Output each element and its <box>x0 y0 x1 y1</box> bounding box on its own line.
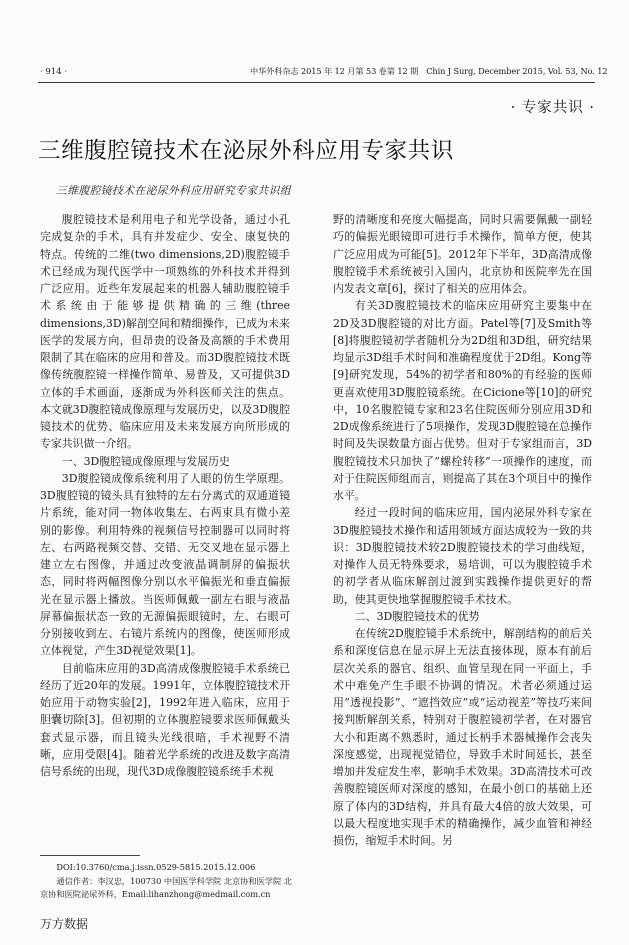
footnote <box>40 861 298 902</box>
column-tag: · 专家共识 · <box>510 100 595 116</box>
paragraph: 有关3D腹腔镜技术的临床应用研究主要集中在2D及3D腹腔镜的对比方面。Patel等[7]及Smith等[8]将腹腔镜初学者随机分为2D组和3D组，研究结果均显示3D组手术时间和准确程度优于2D组。Kong等[9]研究发现，54%的初学者和80%的有经验的医师更喜欢使用3D腹腔镜系统。在Cicione等[10]的研究中，10名腹腔镜专家和23名住院医师分别应用3D和2D成像系统进行了5项操作，发现3D腹腔镜在总操作时间及失误数量方面占优势。但对于专家组而言，3D腹腔镜技术只加快了“螺栓转移”一项操作的速度，而对于住院医师组而言，则提高了其在3个项目中的操作水平。 <box>333 299 592 502</box>
body-right-column <box>333 211 592 849</box>
doi: DOI:10.3760/cma.j.issn.0529-5815.2015.12.006 <box>56 862 256 872</box>
paragraph: 3D腹腔镜成像系统利用了人眼的仿生学原理。3D腹腔镜的镜头具有独特的左右分离式的双通道镜片系统，能对同一物体收集左、右两束具有微小差别的影像。利用特殊的视频信号控制器可以同时将左、右两路视频交替、交错、无交叉地在显示器上建立左右图像，并通过改变液晶调制屏的偏振状态，同时将两幅图像分别以水平偏振光和垂直偏振光在显示器上播放。当医师佩戴一副左右眼与液晶屏幕偏振状态一致的无源偏振眼镜时，左、右眼可分别接收到左、右镜片系统内的图像，使医师形成立体视觉，产生3D视觉效果[1]。 <box>40 471 290 658</box>
paragraph: 腹腔镜技术是利用电子和光学设备，通过小孔完成复杂的手术，具有并发症少、安全、康复快的特点。传统的二维(two dimensions,2D)腹腔镜手术已经成为现代医学中一项熟练的外科技术并得到广泛应用。近些年发展起来的机器人辅助腹腔镜手术系统由于能够提供精确的三维(three dimensions,3D)解剖空间和精细操作，已成为未来医学的发展方向，但昂贵的设备及高额的手术费用限制了其在临床的应用和普及。而3D腹腔镜技术既像传统腹腔镜一样操作简单、易普及，又可提供3D立体的手术画面，逐渐成为外科医师关注的焦点。本文就3D腹腔镜成像原理与发展历史，以及3D腹腔镜技术的优势、临床应用及未来发展方向所形成的专家共识做一介绍。 <box>40 213 290 451</box>
body-left-column <box>40 211 290 780</box>
paragraph: 目前临床应用的3D高清成像腹腔镜手术系统已经历了近20年的发展。1991年，立体腹腔镜技术开始应用于动物实验[2]，1992年进入临床，应用于胆囊切除[3]。但初期的立体腹腔镜要求医师佩戴头套式显示器，而且镜头光线很暗，手术视野不清晰，应用受限[4]。随着光学系统的改进及数字高清信号系统的出现，现代3D成像腹腔镜系统手术视 <box>40 661 290 778</box>
article-author: 三维腹腔镜技术在泌尿外科应用研究专家共识组 <box>56 184 292 197</box>
section-heading: 一、3D腹腔镜成像原理与发展历史 <box>61 454 230 468</box>
section-heading: 二、3D腹腔镜技术的优势 <box>354 609 480 623</box>
article-title: 三维腹腔镜技术在泌尿外科应用专家共识 <box>38 138 454 164</box>
journal-header: 中华外科杂志 2015 年 12 月第 53 卷第 12 期 Chin J Surg, December 2015, Vol. 53, No. 12 <box>250 66 608 76</box>
footnote-rule <box>40 855 140 856</box>
paragraph: 在传统2D腹腔镜手术系统中，解剖结构的前后关系和深度信息在显示屏上无法直接体现，原本有前后层次关系的器官、组织、血管呈现在同一平面上，手术中难免产生手眼不协调的情况。术者必须通过运用“透视投影”、“遮挡效应”或“运动视差”等技巧来间接判断解剖关系，特别对于腹腔镜初学者，在对器官大小和距离不熟悉时，通过长柄手术器械操作会丧失深度感觉，出现视觉错位，导致手术时间延长，甚至增加并发症发生率，影响手术效果。3D高清技术可改善腹腔镜医师对深度的感知，在最小创口的基础上还原了体内的3D结构，并具有最大4倍的放大效果，可以最大程度地实现手术的精确操作，减少血管和神经损伤，缩短手术时间。另 <box>333 627 592 847</box>
page-number: · 914 · <box>40 67 68 77</box>
header-rule <box>38 82 595 83</box>
paragraph: 经过一段时间的临床应用，国内泌尿外科专家在3D腹腔镜技术操作和适用领域方面达成较为一致的共识：3D腹腔镜技术较2D腹腔镜技术的学习曲线短，对操作人员无特殊要求，易培训，可以为腹腔镜手术的初学者从临床解剖过渡到实践操作提供更好的帮助，使其更快地掌握腹腔镜手术技术。 <box>333 506 592 606</box>
paragraph: 野的清晰度和亮度大幅提高，同时只需要佩戴一副轻巧的偏振光眼镜即可进行手术操作，简单方便，使其广泛应用成为可能[5]。2012年下半年，3D高清成像腹腔镜手术系统被引入国内，北京协和医院率先在国内发表文章[6]，探讨了相关的应用体会。 <box>333 213 592 295</box>
watermark: 万方数据 <box>40 917 89 931</box>
corresponding-author: 通信作者：李汉忠，100730 中国医学科学院 北京协和医学院 北京协和医院泌尿外科，Email:lihanzhong@medmail.com.cn <box>40 875 292 899</box>
